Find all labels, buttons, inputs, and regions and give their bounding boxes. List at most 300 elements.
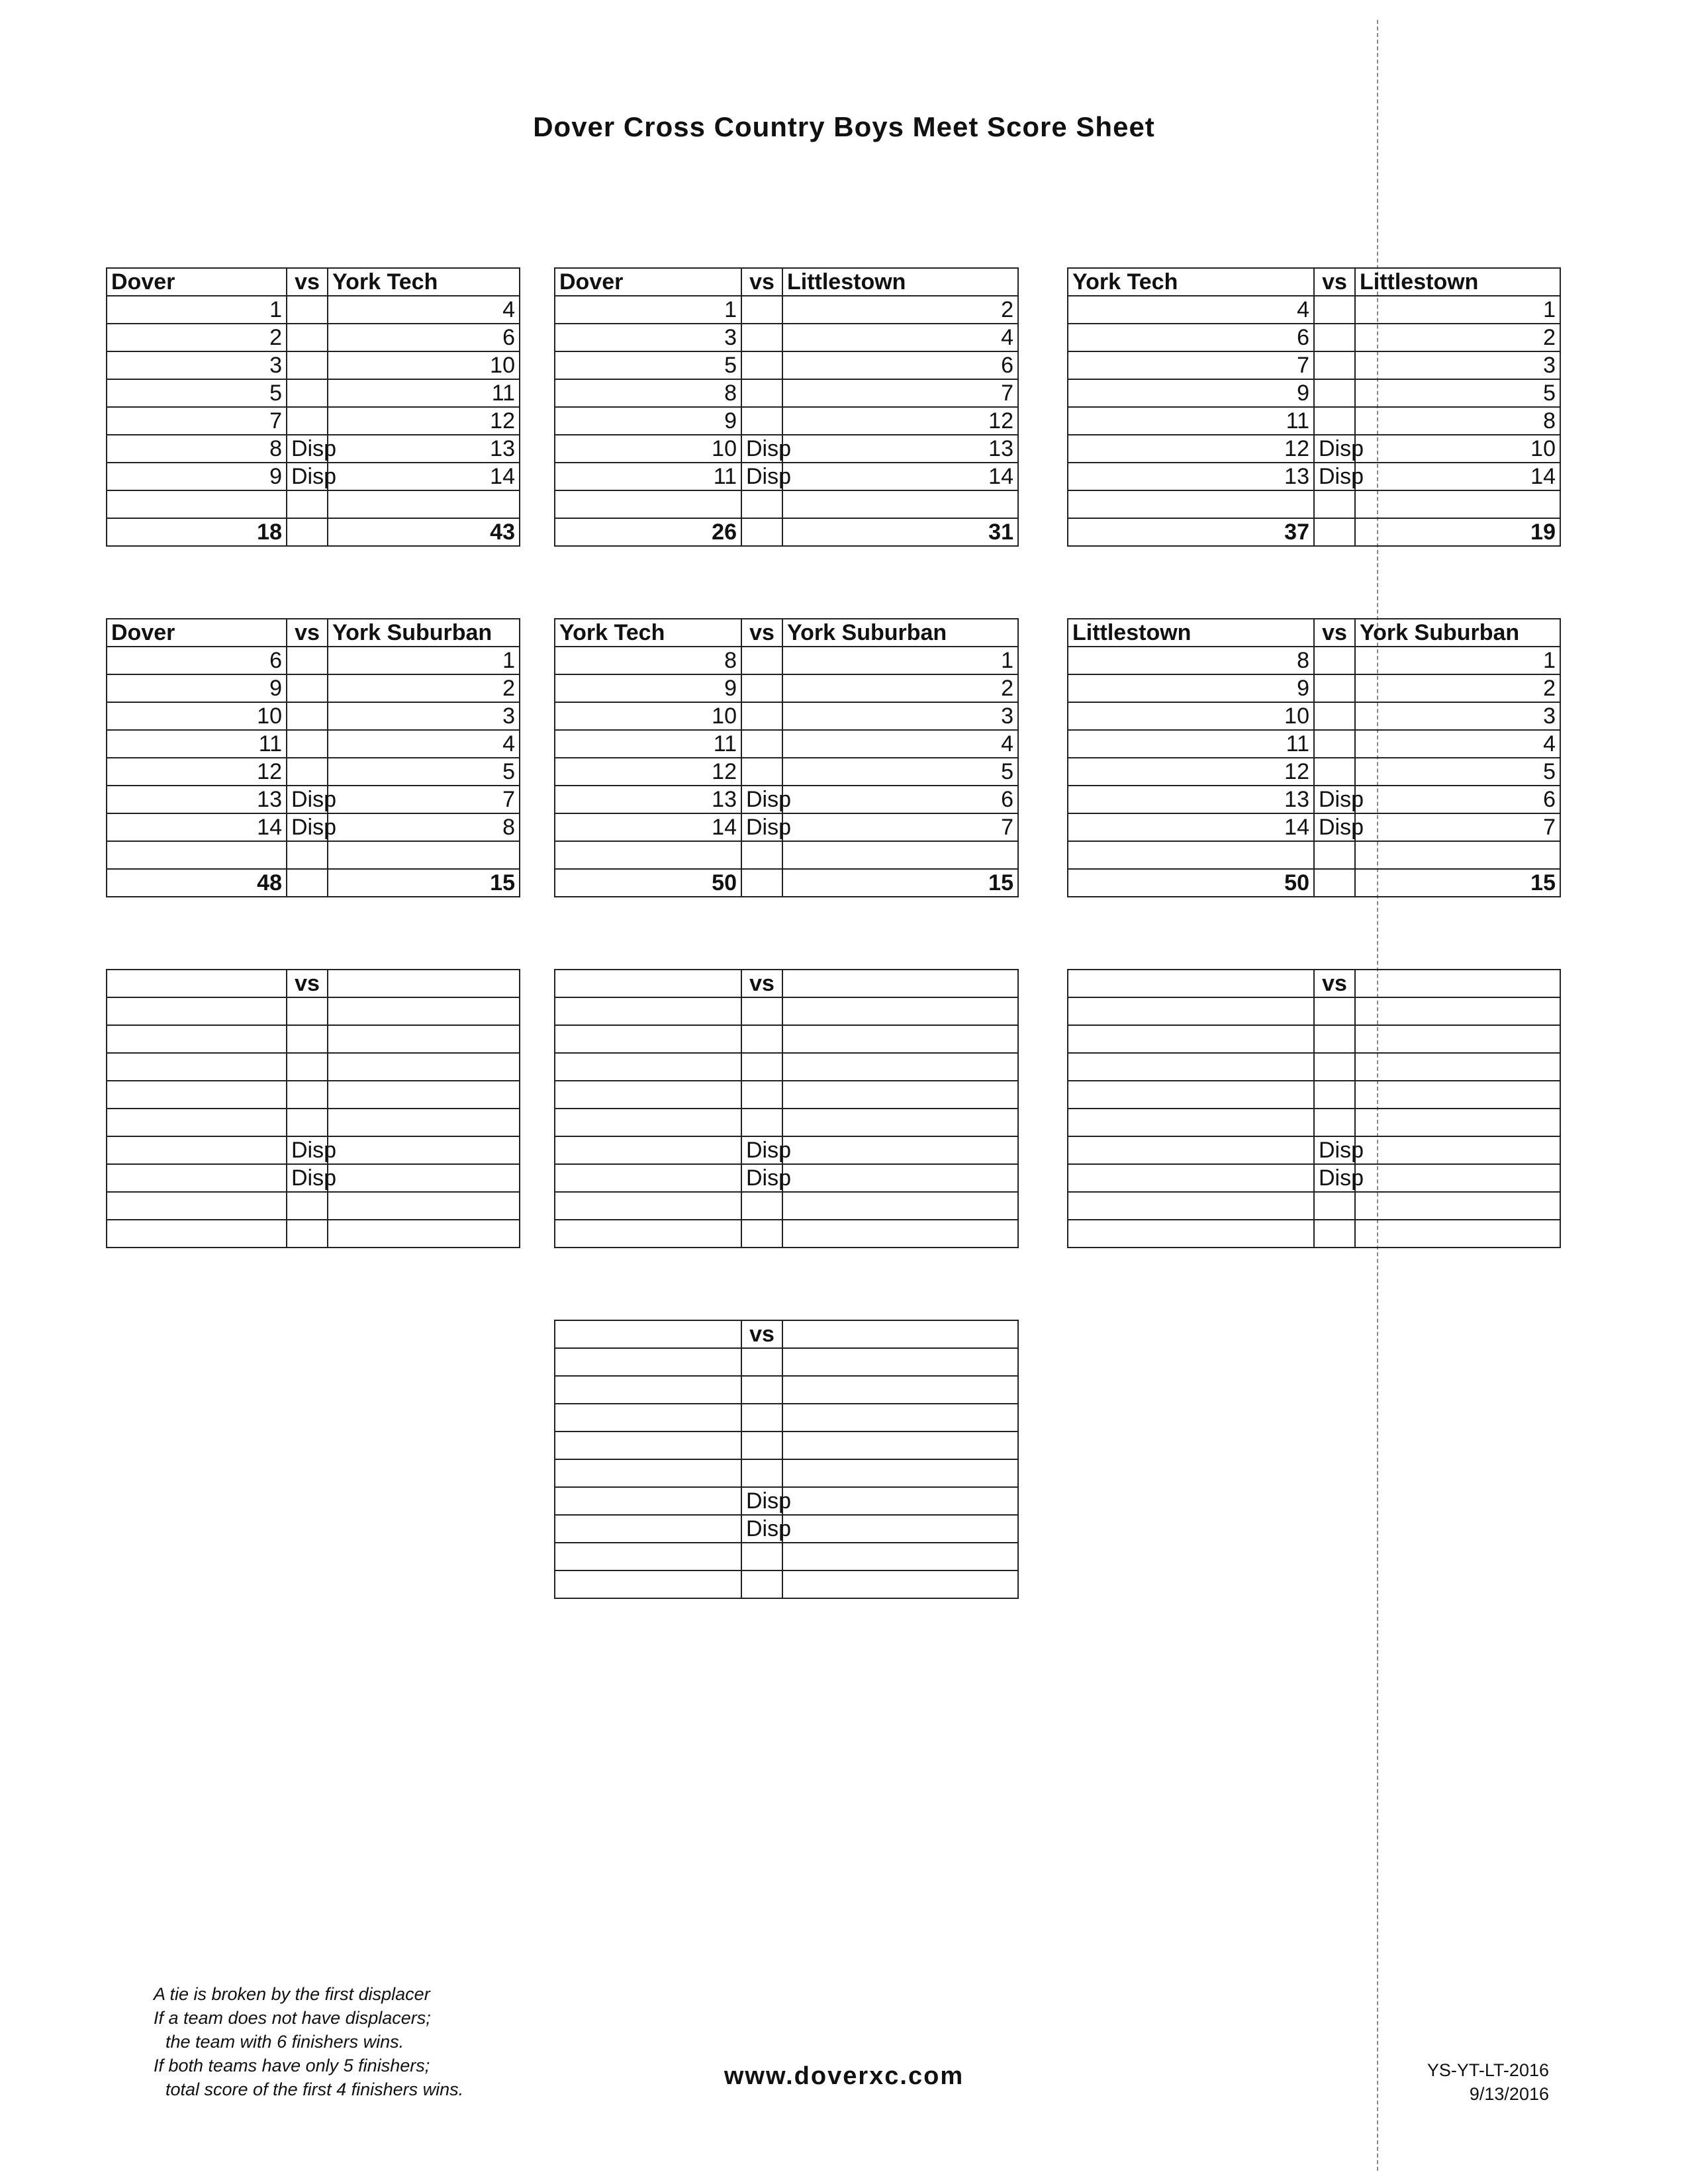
right-total: 15 — [782, 869, 1018, 897]
middle-cell — [1314, 379, 1355, 407]
middle-cell — [741, 1053, 782, 1081]
left-place — [1068, 997, 1314, 1025]
left-place: 14 — [555, 813, 741, 841]
middle-cell — [1314, 647, 1355, 674]
right-place: 4 — [328, 730, 520, 758]
meet-score-table — [106, 267, 520, 547]
table-row — [555, 1192, 1018, 1220]
table-row — [555, 702, 1018, 730]
table-row — [107, 841, 520, 869]
table-row — [1068, 813, 1560, 841]
right-team-name — [1355, 970, 1560, 997]
right-total: 31 — [782, 518, 1018, 546]
middle-cell — [741, 518, 782, 546]
left-place — [555, 1459, 741, 1487]
table-row — [1068, 435, 1560, 463]
middle-cell — [741, 379, 782, 407]
middle-cell — [741, 1570, 782, 1598]
left-place — [555, 1053, 741, 1081]
right-place: 11 — [328, 379, 520, 407]
middle-cell — [287, 841, 328, 869]
left-team-name: Dover — [107, 268, 287, 296]
sheet-code — [1410, 2058, 1549, 2106]
middle-cell — [287, 1053, 328, 1081]
table-row — [107, 758, 520, 786]
middle-cell — [1314, 490, 1355, 518]
right-place — [328, 841, 520, 869]
middle-cell — [741, 1025, 782, 1053]
left-team-name — [555, 1320, 741, 1348]
table-total-row — [555, 1570, 1018, 1598]
middle-cell — [1314, 1220, 1355, 1248]
middle-cell — [1314, 1109, 1355, 1136]
table-row — [107, 1081, 520, 1109]
displacer-label: Disp — [741, 1515, 782, 1543]
left-place: 9 — [1068, 674, 1314, 702]
right-place — [782, 1348, 1018, 1376]
right-total: 15 — [1355, 869, 1560, 897]
table-header-row — [555, 268, 1018, 296]
middle-cell — [1314, 730, 1355, 758]
right-place — [782, 1109, 1018, 1136]
table-row — [555, 1136, 1018, 1164]
middle-cell — [741, 296, 782, 324]
left-place: 14 — [1068, 813, 1314, 841]
table-row — [1068, 1025, 1560, 1053]
left-place — [555, 841, 741, 869]
meet-score-table — [106, 618, 520, 897]
table-row — [555, 1543, 1018, 1570]
table-row — [107, 490, 520, 518]
table-row — [1068, 1192, 1560, 1220]
table-row — [555, 758, 1018, 786]
table-row — [555, 490, 1018, 518]
left-place: 11 — [1068, 730, 1314, 758]
middle-cell — [1314, 869, 1355, 897]
left-place: 1 — [555, 296, 741, 324]
left-place — [1068, 1192, 1314, 1220]
left-place — [107, 1192, 287, 1220]
table-row — [555, 674, 1018, 702]
table-row — [555, 1515, 1018, 1543]
left-total: 48 — [107, 869, 287, 897]
left-place — [555, 1109, 741, 1136]
left-place: 13 — [107, 786, 287, 813]
right-place — [328, 1081, 520, 1109]
middle-cell — [1314, 997, 1355, 1025]
right-place: 5 — [782, 758, 1018, 786]
tiebreak-note-line: A tie is broken by the first displacer — [154, 1984, 430, 2004]
table-row — [107, 1053, 520, 1081]
right-place — [1355, 1164, 1560, 1192]
right-place: 2 — [1355, 674, 1560, 702]
left-place: 10 — [1068, 702, 1314, 730]
right-place — [328, 1109, 520, 1136]
left-place: 11 — [555, 463, 741, 490]
left-place: 13 — [1068, 786, 1314, 813]
vs-label: vs — [741, 970, 782, 997]
right-place: 2 — [1355, 324, 1560, 351]
right-place — [1355, 1136, 1560, 1164]
table-header-row — [1068, 268, 1560, 296]
right-team-name — [782, 1320, 1018, 1348]
displacer-label: Disp — [1314, 1164, 1355, 1192]
left-place — [107, 1053, 287, 1081]
middle-cell — [1314, 1192, 1355, 1220]
table-row — [107, 1192, 520, 1220]
left-place: 11 — [555, 730, 741, 758]
table-row — [555, 1459, 1018, 1487]
left-place: 13 — [555, 786, 741, 813]
right-place — [1355, 1192, 1560, 1220]
left-place — [1068, 1136, 1314, 1164]
table-row — [107, 674, 520, 702]
right-place: 6 — [328, 324, 520, 351]
middle-cell — [287, 869, 328, 897]
right-place: 6 — [1355, 786, 1560, 813]
left-place: 10 — [555, 702, 741, 730]
middle-cell — [741, 1220, 782, 1248]
left-place — [1068, 1053, 1314, 1081]
left-place — [555, 1192, 741, 1220]
left-place: 8 — [1068, 647, 1314, 674]
right-total: 19 — [1355, 518, 1560, 546]
right-place — [1355, 1109, 1560, 1136]
middle-cell — [287, 1081, 328, 1109]
meet-score-table — [554, 618, 1019, 897]
table-total-row — [1068, 1220, 1560, 1248]
middle-cell — [287, 407, 328, 435]
meet-score-table — [554, 969, 1019, 1248]
left-team-name: York Tech — [1068, 268, 1314, 296]
table-row — [107, 351, 520, 379]
left-place — [107, 490, 287, 518]
table-row — [555, 1053, 1018, 1081]
right-place — [782, 1432, 1018, 1459]
website-link[interactable]: www.doverxc.com — [724, 2062, 964, 2090]
displacer-label: Disp — [287, 813, 328, 841]
table-row — [1068, 1081, 1560, 1109]
left-place — [107, 1025, 287, 1053]
right-place: 4 — [1355, 730, 1560, 758]
right-team-name: York Suburban — [782, 619, 1018, 647]
right-place — [1355, 1025, 1560, 1053]
table-row — [107, 1164, 520, 1192]
right-place: 13 — [328, 435, 520, 463]
table-row — [1068, 1053, 1560, 1081]
table-row — [555, 407, 1018, 435]
right-place: 4 — [782, 730, 1018, 758]
table-row — [1068, 1109, 1560, 1136]
table-row — [555, 351, 1018, 379]
right-place: 7 — [1355, 813, 1560, 841]
table-total-row — [1068, 869, 1560, 897]
table-row — [107, 435, 520, 463]
right-team-name — [328, 970, 520, 997]
left-team-name — [555, 970, 741, 997]
right-place: 5 — [1355, 758, 1560, 786]
left-place: 9 — [107, 463, 287, 490]
middle-cell — [741, 841, 782, 869]
right-total: 43 — [328, 518, 520, 546]
table-row — [107, 324, 520, 351]
displacer-label: Disp — [1314, 1136, 1355, 1164]
middle-cell — [1314, 1081, 1355, 1109]
left-place: 8 — [555, 379, 741, 407]
left-place: 5 — [555, 351, 741, 379]
vs-label: vs — [741, 1320, 782, 1348]
table-row — [107, 296, 520, 324]
right-place — [782, 490, 1018, 518]
right-place — [1355, 490, 1560, 518]
left-total: 26 — [555, 518, 741, 546]
table-row — [555, 1348, 1018, 1376]
left-place: 3 — [555, 324, 741, 351]
left-place — [555, 1515, 741, 1543]
right-place: 3 — [1355, 351, 1560, 379]
middle-cell — [1314, 841, 1355, 869]
right-team-name: Littlestown — [1355, 268, 1560, 296]
middle-cell — [1314, 1053, 1355, 1081]
left-place: 7 — [107, 407, 287, 435]
middle-cell — [287, 1192, 328, 1220]
table-total-row — [107, 869, 520, 897]
right-place — [782, 1459, 1018, 1487]
right-place — [328, 490, 520, 518]
table-row — [555, 1025, 1018, 1053]
right-total — [328, 1220, 520, 1248]
left-place: 8 — [107, 435, 287, 463]
middle-cell — [1314, 702, 1355, 730]
right-place — [782, 1404, 1018, 1432]
left-place: 1 — [107, 296, 287, 324]
right-place — [782, 997, 1018, 1025]
middle-cell — [287, 1109, 328, 1136]
page-title: Dover Cross Country Boys Meet Score Sheet — [533, 111, 1155, 142]
right-total — [782, 1570, 1018, 1598]
left-place — [107, 1109, 287, 1136]
right-place — [782, 1025, 1018, 1053]
vs-label: vs — [287, 970, 328, 997]
left-place — [555, 1404, 741, 1432]
left-place: 6 — [107, 647, 287, 674]
table-row — [555, 296, 1018, 324]
right-place — [328, 1053, 520, 1081]
left-total — [555, 1220, 741, 1248]
right-place — [328, 1025, 520, 1053]
middle-cell — [1314, 324, 1355, 351]
middle-cell — [287, 730, 328, 758]
right-total — [782, 1220, 1018, 1248]
middle-cell — [287, 1220, 328, 1248]
left-total — [555, 1570, 741, 1598]
middle-cell — [1314, 351, 1355, 379]
left-place: 9 — [555, 674, 741, 702]
right-total — [1355, 1220, 1560, 1248]
middle-cell — [1314, 1025, 1355, 1053]
table-row — [1068, 730, 1560, 758]
middle-cell — [741, 1192, 782, 1220]
left-place — [1068, 1025, 1314, 1053]
middle-cell — [741, 1081, 782, 1109]
right-place: 1 — [782, 647, 1018, 674]
left-team-name — [1068, 970, 1314, 997]
tiebreak-note-line: the team with 6 finishers wins. — [165, 2032, 404, 2052]
left-place — [555, 1432, 741, 1459]
table-row — [555, 841, 1018, 869]
table-row — [555, 379, 1018, 407]
table-total-row — [107, 1220, 520, 1248]
left-place: 11 — [107, 730, 287, 758]
left-total: 18 — [107, 518, 287, 546]
left-place: 7 — [1068, 351, 1314, 379]
right-place: 3 — [328, 702, 520, 730]
table-row — [107, 1025, 520, 1053]
table-row — [107, 997, 520, 1025]
left-place: 12 — [107, 758, 287, 786]
table-row — [1068, 647, 1560, 674]
table-row — [555, 997, 1018, 1025]
vs-label: vs — [287, 268, 328, 296]
displacer-label: Disp — [741, 786, 782, 813]
table-row — [1068, 786, 1560, 813]
left-place — [107, 1164, 287, 1192]
middle-cell — [287, 674, 328, 702]
middle-cell — [741, 1543, 782, 1570]
right-place — [328, 997, 520, 1025]
left-place — [555, 1376, 741, 1404]
vs-label: vs — [1314, 268, 1355, 296]
table-row — [107, 379, 520, 407]
middle-cell — [287, 490, 328, 518]
left-place: 4 — [1068, 296, 1314, 324]
right-place: 10 — [328, 351, 520, 379]
right-place: 1 — [328, 647, 520, 674]
displacer-label: Disp — [287, 463, 328, 490]
left-place: 14 — [107, 813, 287, 841]
right-place — [328, 1136, 520, 1164]
left-place — [555, 997, 741, 1025]
middle-cell — [287, 702, 328, 730]
middle-cell — [741, 490, 782, 518]
table-row — [1068, 841, 1560, 869]
middle-cell — [741, 1376, 782, 1404]
left-place: 6 — [1068, 324, 1314, 351]
left-place — [1068, 1081, 1314, 1109]
table-row — [555, 1404, 1018, 1432]
left-place: 12 — [1068, 435, 1314, 463]
right-place: 5 — [1355, 379, 1560, 407]
left-team-name — [107, 970, 287, 997]
right-place: 3 — [782, 702, 1018, 730]
right-team-name: York Tech — [328, 268, 520, 296]
middle-cell — [741, 730, 782, 758]
right-place: 2 — [782, 296, 1018, 324]
table-row — [1068, 463, 1560, 490]
meet-score-table — [1067, 618, 1561, 897]
table-row — [555, 1109, 1018, 1136]
displacer-label: Disp — [741, 1164, 782, 1192]
left-place — [1068, 841, 1314, 869]
displacer-label: Disp — [287, 786, 328, 813]
middle-cell — [741, 324, 782, 351]
table-row — [555, 647, 1018, 674]
middle-cell — [741, 351, 782, 379]
left-place — [107, 1081, 287, 1109]
table-row — [107, 730, 520, 758]
right-place: 7 — [782, 379, 1018, 407]
middle-cell — [287, 997, 328, 1025]
left-place — [555, 1487, 741, 1515]
right-place: 6 — [782, 351, 1018, 379]
table-row — [1068, 997, 1560, 1025]
right-place: 8 — [328, 813, 520, 841]
left-total: 50 — [1068, 869, 1314, 897]
right-place — [782, 1081, 1018, 1109]
left-team-name: Dover — [107, 619, 287, 647]
table-row — [1068, 758, 1560, 786]
table-header-row — [555, 970, 1018, 997]
table-row — [555, 1376, 1018, 1404]
table-row — [555, 463, 1018, 490]
right-place: 6 — [782, 786, 1018, 813]
middle-cell — [741, 1404, 782, 1432]
middle-cell — [1314, 758, 1355, 786]
left-place: 9 — [555, 407, 741, 435]
right-place — [782, 841, 1018, 869]
middle-cell — [287, 296, 328, 324]
right-place: 12 — [328, 407, 520, 435]
left-place: 5 — [107, 379, 287, 407]
left-place — [555, 1081, 741, 1109]
table-row — [1068, 490, 1560, 518]
meet-score-table — [106, 969, 520, 1248]
vs-label: vs — [741, 619, 782, 647]
displacer-label: Disp — [1314, 463, 1355, 490]
table-header-row — [107, 619, 520, 647]
right-place: 12 — [782, 407, 1018, 435]
middle-cell — [1314, 296, 1355, 324]
left-place — [555, 1348, 741, 1376]
right-place — [328, 1192, 520, 1220]
right-place — [782, 1543, 1018, 1570]
right-place: 7 — [328, 786, 520, 813]
right-place: 13 — [782, 435, 1018, 463]
displacer-label: Disp — [1314, 813, 1355, 841]
left-total: 50 — [555, 869, 741, 897]
left-place — [555, 1136, 741, 1164]
right-team-name: York Suburban — [328, 619, 520, 647]
right-place — [782, 1136, 1018, 1164]
table-row — [1068, 351, 1560, 379]
table-header-row — [555, 619, 1018, 647]
middle-cell — [741, 674, 782, 702]
table-total-row — [555, 518, 1018, 546]
tiebreak-note-line: If both teams have only 5 finishers; — [154, 2056, 430, 2075]
left-place — [107, 997, 287, 1025]
right-place: 4 — [782, 324, 1018, 351]
right-place: 14 — [328, 463, 520, 490]
left-place — [1068, 1164, 1314, 1192]
left-team-name: Littlestown — [1068, 619, 1314, 647]
displacer-label: Disp — [1314, 786, 1355, 813]
middle-cell — [1314, 674, 1355, 702]
middle-cell — [287, 758, 328, 786]
meet-score-table — [554, 1320, 1019, 1599]
table-row — [555, 1432, 1018, 1459]
middle-cell — [741, 1348, 782, 1376]
left-place: 9 — [1068, 379, 1314, 407]
